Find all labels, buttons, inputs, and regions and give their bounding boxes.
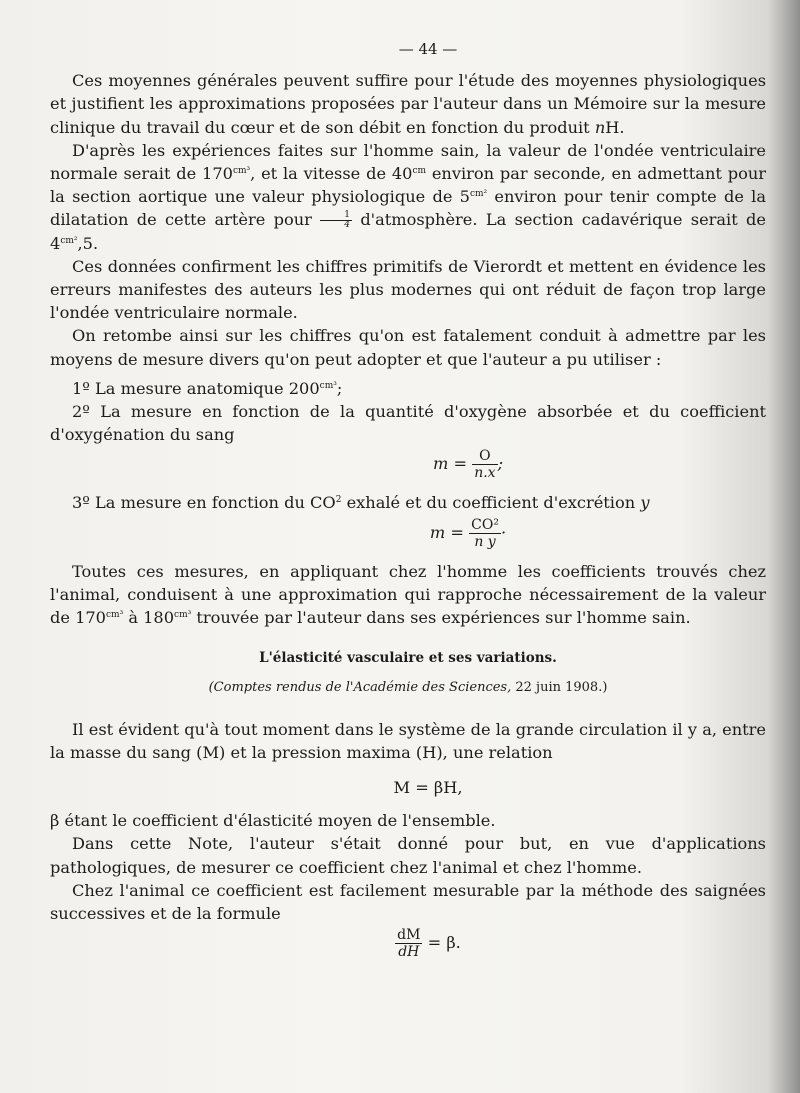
paragraph-5 bbox=[50, 560, 766, 630]
p2-unit-2: cm bbox=[412, 166, 427, 177]
formula-1-den: n.x bbox=[474, 465, 496, 482]
p5-unit-1: cm³ bbox=[106, 610, 124, 621]
text-column bbox=[50, 38, 766, 964]
p2-unit-1: cm³ bbox=[232, 166, 251, 177]
list-item-1 bbox=[50, 377, 766, 400]
p2-a: D'après les expériences faites sur l'homme sain, la valeur de l'ondée ventriculaire normale serait de 170 bbox=[50, 140, 766, 184]
item3-a: 3º La mesure en fonction du CO bbox=[72, 493, 336, 513]
formula-2-num: CO² bbox=[471, 516, 499, 533]
paragraph-7: β étant le coefficient d'élasticité moyen de l'ensemble. bbox=[50, 811, 496, 831]
section-source bbox=[50, 676, 766, 699]
paragraph-1-var: n bbox=[594, 117, 606, 137]
list-item-3 bbox=[50, 491, 766, 514]
formula-1-num: O bbox=[472, 448, 497, 465]
p2-e: d'atmosphère. La section cadavérique serait de 4 bbox=[50, 210, 766, 253]
formula-2-lhs: m = bbox=[429, 522, 464, 542]
item3-b: exhalé et du coefficient d'excrétion bbox=[341, 493, 636, 513]
formula-4 bbox=[90, 927, 766, 960]
formula-1-lhs: m = bbox=[432, 454, 468, 474]
item1-a: 1º La mesure anatomique 200 bbox=[72, 378, 320, 398]
list-item-2: 2º La mesure en fonction de la quantité d'oxygène absorbée et du coefficient d'oxygénation du sang bbox=[50, 402, 766, 445]
formula-4-den: dH bbox=[398, 944, 420, 961]
p2-f: ,5. bbox=[77, 233, 99, 253]
paragraph-1-text: Ces moyennes générales peuvent suffire pour l'étude des moyennes physiologiques et justifient les approximations proposées par l'auteur dans un Mémoire sur la mesure clinique du travail du cœur et de son débit en fonction du produit bbox=[50, 71, 766, 137]
formula-2-fraction bbox=[469, 517, 501, 550]
section-source-open: ( bbox=[208, 680, 214, 696]
p2-fraction-num: 1 bbox=[320, 211, 352, 221]
section-source-journal: Comptes rendus de l'Académie des Sciences, bbox=[213, 680, 512, 696]
formula-2-den: n y bbox=[474, 533, 496, 550]
formula-2-end: · bbox=[500, 522, 507, 542]
paragraph-4: On retombe ainsi sur les chiffres qu'on est fatalement conduit à admettre par les moyens de mesure divers qu'on peut adopter et que l'auteur a pu utiliser : bbox=[50, 326, 766, 369]
p5-unit-2: cm³ bbox=[174, 610, 192, 621]
p2-c: environ par seconde, en admettant pour la section aortique une valeur physiologique de 5 bbox=[50, 164, 766, 207]
paragraph-1-end: H. bbox=[605, 117, 625, 137]
formula-2 bbox=[170, 517, 766, 550]
p5-a: Toutes ces mesures, en appliquant chez l'homme les coefficients trouvés chez l'animal, conduisent à une approximation qui rapproche nécessairement de la valeur de 170 bbox=[50, 561, 766, 628]
item3-var: y bbox=[640, 493, 650, 513]
item1-unit: cm³ bbox=[319, 380, 337, 391]
p5-c: trouvée par l'auteur dans ses expériences sur l'homme sain. bbox=[191, 608, 691, 628]
p2-d: environ pour tenir compte de la dilatation de cette artère pour bbox=[50, 187, 767, 230]
p2-b: , et la vitesse de 40 bbox=[250, 164, 413, 184]
paragraph-2 bbox=[50, 139, 766, 255]
formula-4-fraction bbox=[395, 927, 422, 960]
item1-b: ; bbox=[336, 378, 343, 398]
formula-3: M = βH, bbox=[393, 778, 463, 798]
section-source-date: 22 juin 1908.) bbox=[511, 680, 608, 696]
formula-1-fraction bbox=[472, 448, 497, 481]
paragraph-6: Il est évident qu'à tout moment dans le système de la grande circulation il y a, entre la masse du sang (M) et la pression maxima (H), une relation bbox=[50, 719, 766, 762]
formula-4-num: dM bbox=[397, 927, 421, 944]
p5-b: à 180 bbox=[123, 608, 175, 628]
formula-1 bbox=[170, 448, 766, 481]
page-number: — 44 — bbox=[398, 40, 458, 58]
formula-1-end: ; bbox=[497, 454, 504, 474]
paragraph-8: Dans cette Note, l'auteur s'était donné pour but, en vue d'applications pathologiques, de mesurer ce coefficient chez l'animal et chez l'homme. bbox=[50, 834, 766, 877]
paragraph-3: Ces données confirment les chiffres primitifs de Vierordt et mettent en évidence les erreurs manifestes des auteurs les plus modernes qui ont réduit de façon trop large l'ondée ventriculaire normale. bbox=[50, 256, 766, 323]
formula-4-rhs: = β. bbox=[427, 933, 461, 953]
p2-fraction-den: 4 bbox=[344, 220, 350, 231]
paragraph-1 bbox=[50, 69, 766, 139]
section-title: L'élasticité vasculaire et ses variations. bbox=[259, 650, 557, 667]
item3-sup: 2 bbox=[335, 495, 342, 506]
p2-unit-4: cm² bbox=[60, 235, 78, 246]
p2-fraction bbox=[320, 211, 352, 230]
p2-unit-3: cm² bbox=[469, 189, 488, 200]
paragraph-9: Chez l'animal ce coefficient est facilement mesurable par la méthode des saignées successives et de la formule bbox=[50, 880, 766, 924]
